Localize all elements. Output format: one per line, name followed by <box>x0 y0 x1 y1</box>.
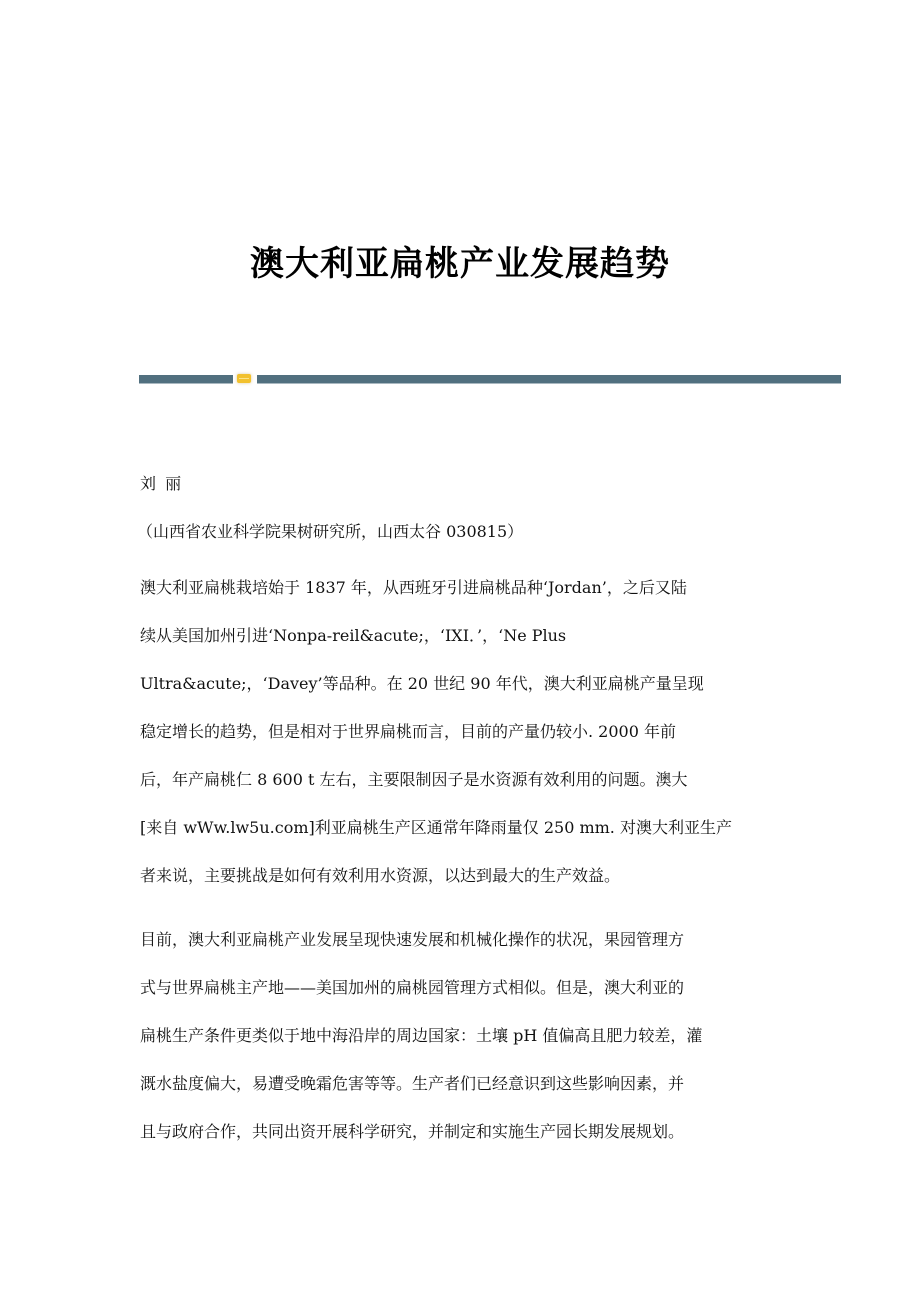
paragraph-line: 者来说，主要挑战是如何有效利用水资源，以达到最大的生产效益。 <box>140 866 621 885</box>
paragraph-1 <box>140 564 785 900</box>
document-body <box>137 468 785 1156</box>
paragraph-line: Ultra&acute;，‘Davey’等品种。在 20 世纪 90 年代，澳大利亚扁桃产量呈现 <box>140 674 704 693</box>
paragraph-line: 扁桃生产条件更类似于地中海沿岸的周边国家：土壤 pH 值偏高且肥力较差，灌 <box>140 1026 703 1045</box>
paragraph-line: 目前，澳大利亚扁桃产业发展呈现快速发展和机械化操作的状况，果园管理方 <box>140 930 685 949</box>
paragraph-line: 式与世界扁桃主产地——美国加州的扁桃园管理方式相似。但是，澳大利亚的 <box>140 978 685 997</box>
divider-bar-right <box>257 375 841 384</box>
paragraph-line: 稳定增长的趋势，但是相对于世界扁桃而言，目前的产量仍较小. 2000 年前 <box>140 722 676 741</box>
paragraph-line: 溉水盐度偏大，易遭受晚霜危害等等。生产者们已经意识到这些影响因素，并 <box>140 1074 685 1093</box>
paragraph-line: [来自 wWw.lw5u.com]利亚扁桃生产区通常年降雨量仅 250 mm. 对澳大利亚生产 <box>140 818 732 837</box>
title-divider <box>139 375 841 384</box>
document-title: 澳大利亚扁桃产业发展趋势 <box>250 243 670 284</box>
divider-bar-left <box>139 375 233 384</box>
paragraph-line: 续从美国加州引进‘Nonpa-reil&acute;，‘IXI．’，‘Ne Plus <box>140 626 567 645</box>
paragraph-2 <box>140 916 785 1156</box>
author-affiliation: （山西省农业科学院果树研究所，山西太谷 030815） <box>137 522 524 541</box>
paragraph-line: 澳大利亚扁桃栽培始于 1837 年，从西班牙引进扁桃品种‘Jordan’，之后又陆 <box>140 578 687 597</box>
paragraph-line: 后，年产扁桃仁 8 600 t 左右，主要限制因子是水资源有效利用的问题。澳大 <box>140 770 688 789</box>
paragraph-line: 且与政府合作，共同出资开展科学研究，并制定和实施生产园长期发展规划。 <box>140 1122 685 1141</box>
author-name: 刘 丽 <box>140 474 184 493</box>
divider-ornament-icon <box>237 374 251 383</box>
